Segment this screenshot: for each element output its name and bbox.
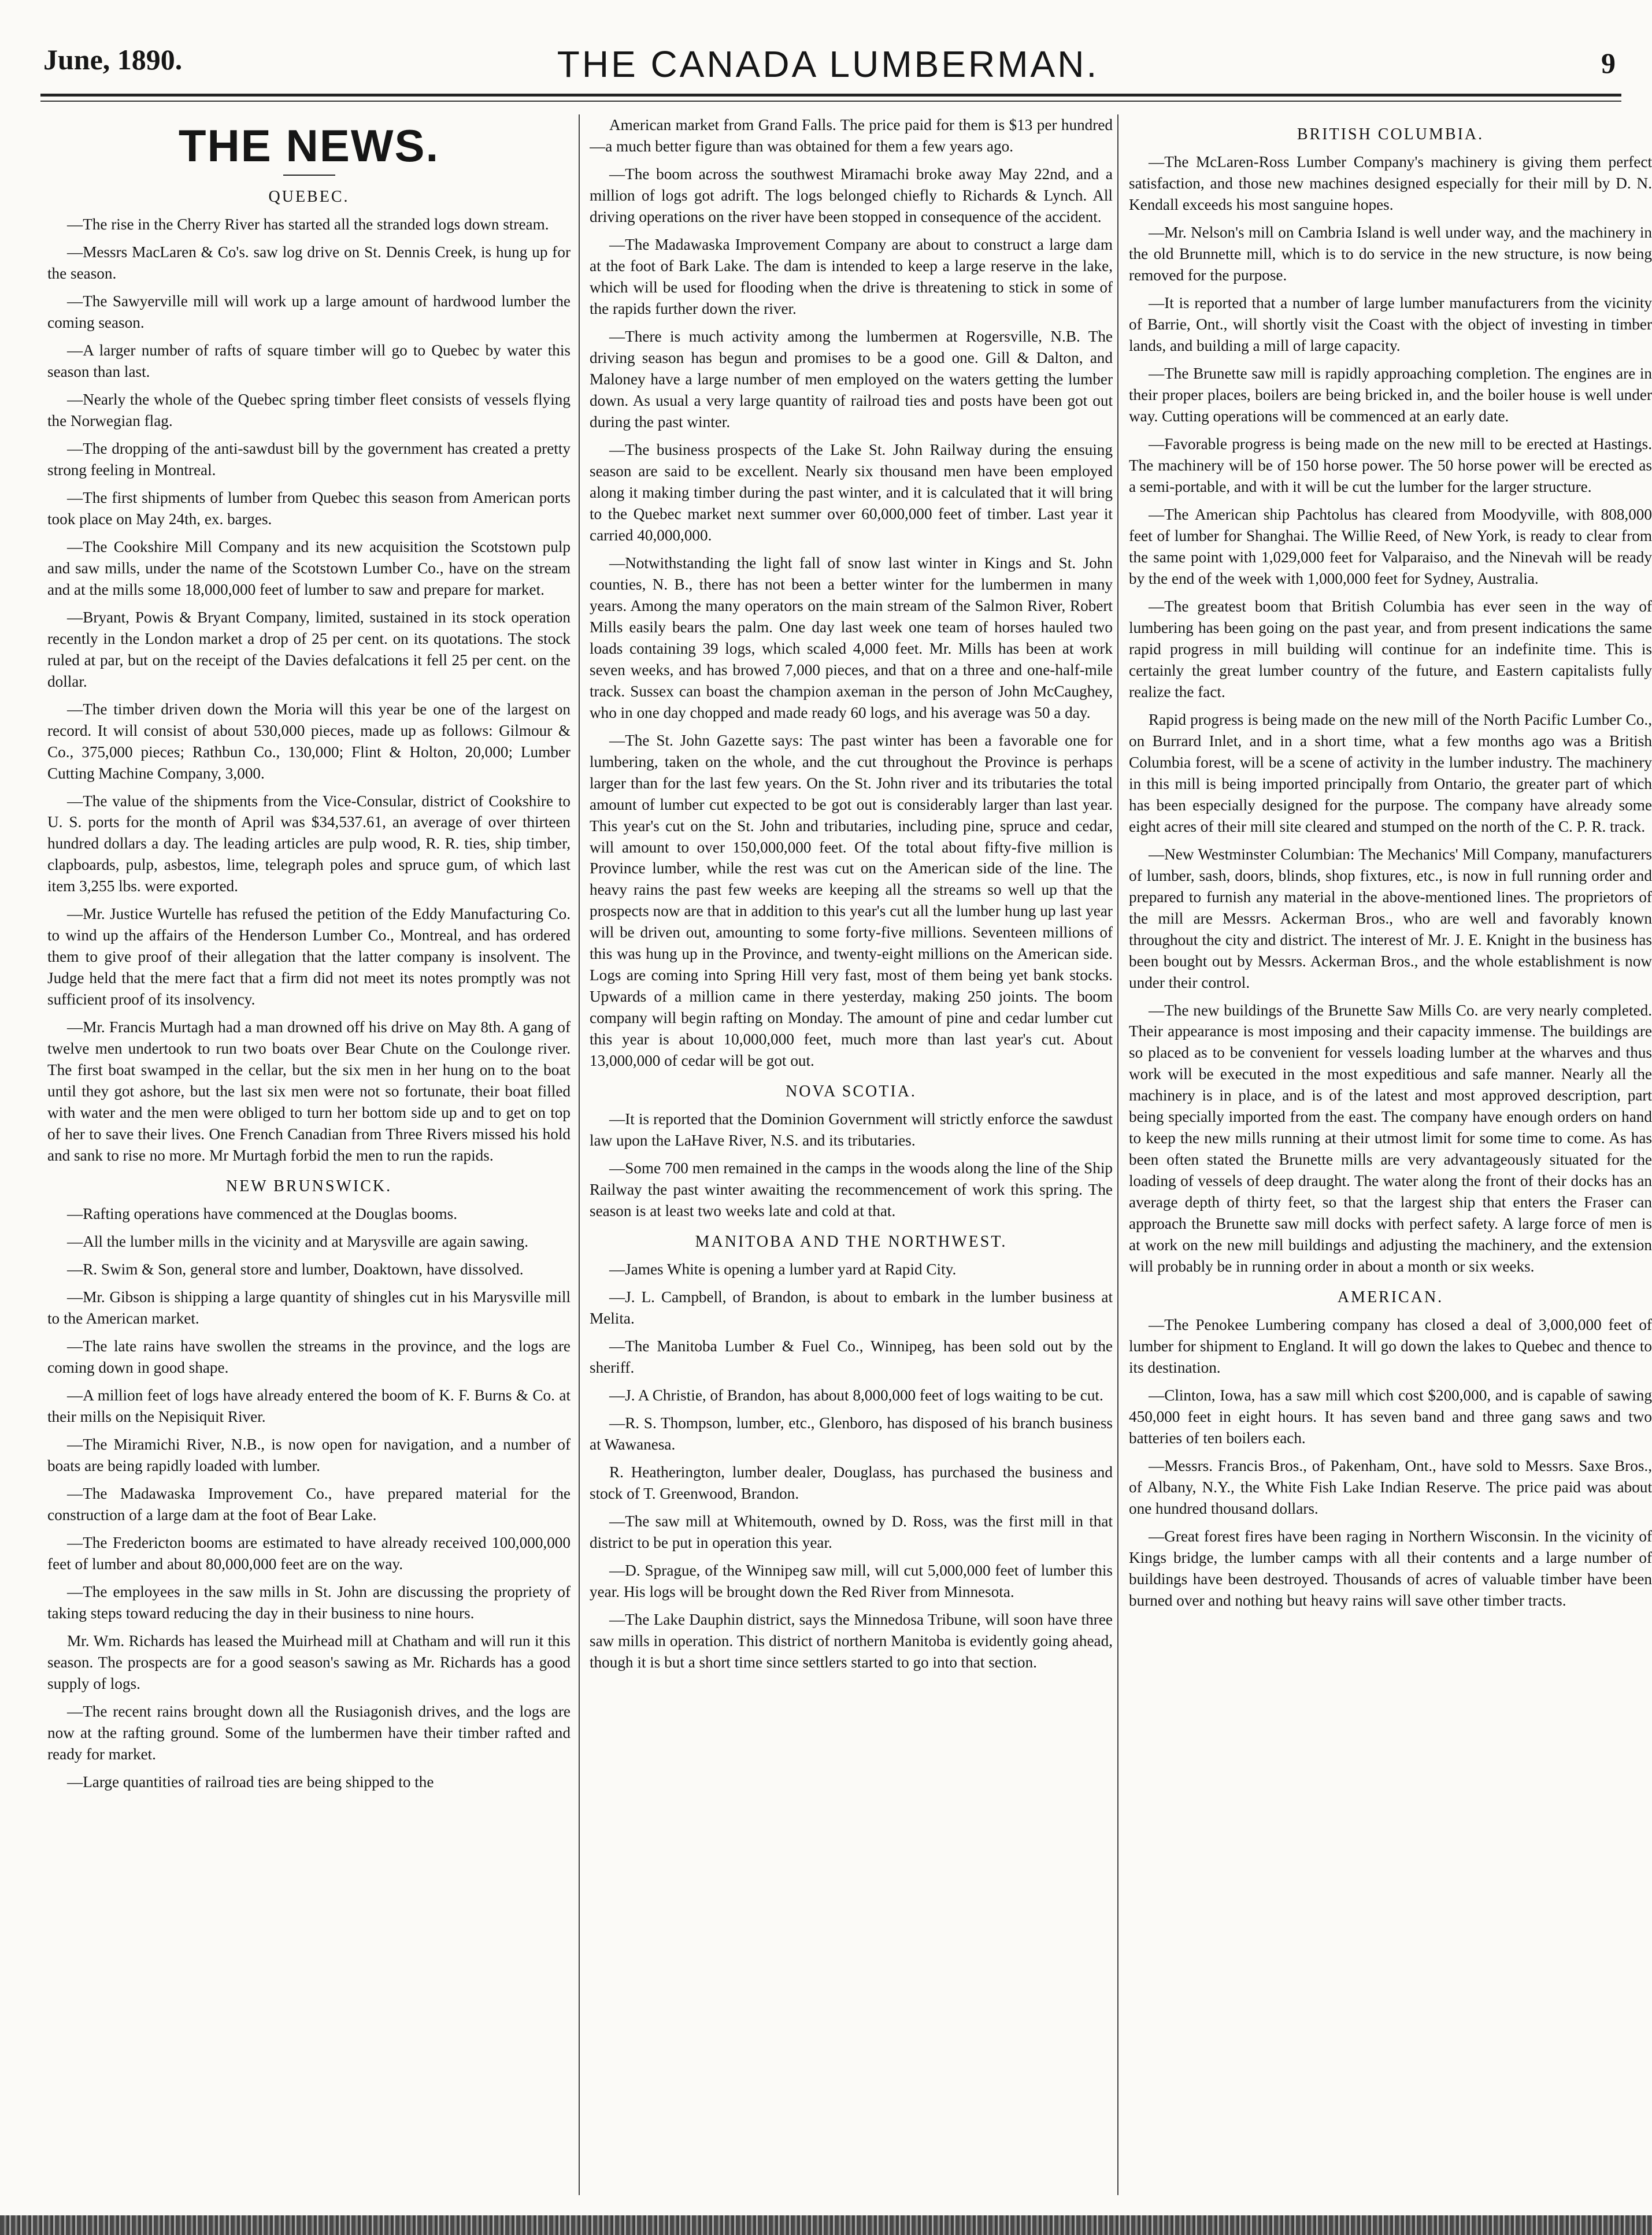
news-item: —Favorable progress is being made on the new mill to be erected at Hastings. The machinery will be of 150 horse power. The 50 horse power will be erected as a semi-portable, and with it will be cut the lumber for the larger structure. [1129,435,1652,495]
header-rule [40,94,1621,97]
section-heading: BRITISH COLUMBIA. [1297,125,1484,143]
column-right [1129,114,1652,2195]
news-item: American market from Grand Falls. The price paid for them is $13 per hundred—a much better figure than was obtained for them a few years ago. [590,116,1113,155]
news-item: —The value of the shipments from the Vice-Consular, district of Cookshire to U. S. ports for the month of April was $34,537.61, an average of over thirteen hundred dollars a day. The leading articles are pulp wood, R. R. ties, ship timber, clapboards, pulp, asbestos, lime, telegraph poles and spruce gum, of which last item 3,255 lbs. were exported. [47,792,571,895]
news-item: —The recent rains brought down all the Rusiagonish drives, and the logs are now at the rafting ground. Some of the lumbermen have their timber rafted and ready for market. [47,1703,571,1763]
section-heading: NEW BRUNSWICK. [225,1177,392,1196]
news-item: —The dropping of the anti-sawdust bill by the government has created a pretty strong feeling in Montreal. [47,439,571,479]
news-item: —Great forest fires have been raging in Northern Wisconsin. In the vicinity of Kings bridge, the lumber camps with all their contents and a large number of buildings have been destroyed. Thousands of acres of valuable timber have been burned over and nothing but heavy rains will save other timber tracts. [1129,1528,1652,1610]
news-item: —Mr. Francis Murtagh had a man drowned off his drive on May 8th. A gang of twelve men undertook to run two boats over Bear Chute on the Coulonge river. The first boat swamped in the cellar, but the six men in her hung on to the boat until they got ashore, but the last six men were not so fortunate, their boat filled with water and the men were obliged to turn her bottom side up and to get on top of her to save their lives. One French Canadian from Three Rivers missed his hold and sank to rise no more. Mr Murtagh forbid the men to run the rapids. [47,1018,571,1165]
section-heading: QUEBEC. [268,187,350,206]
news-item: —A larger number of rafts of square timber will go to Quebec by water this season than last. [47,341,571,380]
news-item: —Nearly the whole of the Quebec spring timber fleet consists of vessels flying the Norwegian flag. [47,390,571,429]
news-item: —R. Swim & Son, general store and lumber, Doaktown, have dissolved. [67,1261,524,1278]
news-item: —The Madawaska Improvement Co., have prepared material for the construction of a large dam at the foot of Bear Lake. [47,1485,571,1524]
news-item: —The Madawaska Improvement Company are about to construct a large dam at the foot of Bark Lake. The dam is intended to keep a large reserve in the lake, which will be used for flooding when the drive is threatening to stick in some of the rapids further down the river. [590,235,1113,317]
column-left [47,114,571,2195]
news-item: —The employees in the saw mills in St. John are discussing the propriety of taking steps toward reducing the day in their business to nine hours. [47,1583,571,1622]
section-heading: MANITOBA AND THE NORTHWEST. [695,1233,1008,1251]
title-rule [283,175,335,176]
news-item: —New Westminster Columbian: The Mechanics' Mill Company, manufacturers of lumber, sash, doors, blinds, shop fixtures, etc., is now in full running order and prepared to furnish any material in the above-mentioned lines. The proprietors of the mill are Messrs. Ackerman Bros., who are well and favorably known throughout the city and district. The interest of Mr. J. E. Knight in the business has been bought out by Messrs. Ackerman Bros., and the whole establishment is now under their control. [1129,845,1652,991]
news-item: —Bryant, Powis & Bryant Company, limited, sustained in its stock operation recently in the London market a drop of 25 per cent. on its quotations. The stock ruled at par, but on the receipt of the Davies defalcations it fell 25 per cent. on the dollar. [47,608,571,690]
news-item: —The new buildings of the Brunette Saw Mills Co. are very nearly completed. Their appearance is most imposing and their capacity immense. The buildings are so placed as to be convenient for vessels loading lumber at the wharves and thus work will be executed in the most expeditious and safe manner. Nearly all the machinery is in place, and is of the latest and most approved description, part being specially imported from the east. The company have enough orders on hand to keep the new mills running at their utmost limit for some time to come. As has been often stated the Brunette mills are very advantageously situated for the loading of vessels of deep draught. The water along the front of their docks has an average depth of thirty feet, so that the largest ship that enters the Fraser can approach the Brunette saw mill docks with perfect safety. A large force of men is at work on the new mill buildings and adjusting the machinery, and the extension will probably be in running order in about a month or six weeks. [1129,1001,1652,1276]
news-item: —The Sawyerville mill will work up a large amount of hardwood lumber the coming season. [47,292,571,331]
news-item: —The boom across the southwest Miramachi broke away May 22nd, and a million of logs got adrift. The logs belonged chiefly to Richards & Lynch. All driving operations on the river have been stopped in consequence of the accident. [590,165,1113,225]
news-item: —The Penokee Lumbering company has closed a deal of 3,000,000 feet of lumber for shipment to England. It will go down the lakes to Quebec and thence to its destination. [1129,1316,1652,1377]
news-item: —The McLaren-Ross Lumber Company's machinery is giving them perfect satisfaction, and those new machines designed especially for their mill by D. N. Kendall exceeds his most sanguine hopes. [1129,153,1652,214]
news-item: —The Cookshire Mill Company and its new acquisition the Scotstown pulp and saw mills, under the name of the Scotstown Lumber Co., have on the stream and at the mills some 18,000,000 feet of lumber to saw and prepare for market. [47,538,571,598]
scan-edge-bar [0,2215,1652,2235]
news-item: —The Miramichi River, N.B., is now open for navigation, and a number of boats are being rapidly loaded with lumber. [47,1436,571,1475]
news-item: —The Manitoba Lumber & Fuel Co., Winnipeg, has been sold out by the sheriff. [590,1337,1113,1377]
news-item: —The Lake Dauphin district, says the Minnedosa Tribune, will soon have three saw mills in operation. This district of northern Manitoba is evidently going ahead, though it is but a short time since settlers started to go into that section. [590,1611,1113,1671]
section-heading: AMERICAN. [1337,1288,1444,1307]
news-item: —The St. John Gazette says: The past winter has been a favorable one for lumbering, taken on the whole, and the cut throughout the Province is perhaps larger than for the last few years. On the St. John river and its tributaries the total amount of lumber cut expected to be got out is considerably larger than last year. This year's cut on the St. John and tributaries, including pine, spruce and cedar, will amount to over 150,000,000 feet. Of the total about fifty-five million is Province lumber, while the rest was cut on the American side of the line. The heavy rains the past few weeks are keeping all the streams so well up that the prospects now are that in addition to this year's cut all the lumber hung up last year will be driven out, amounting to some forty-five millions. Seventeen millions of this was hung up in the Province, and twenty-eight millions on the American side. Logs are coming into Spring Hill very fast, most of them being yet bank stocks. Upwards of a million came in there yesterday, making 250 joints. The boom company will begin rafting on Monday. The amount of pine and cedar lumber cut this year is about 10,000,000 feet, much more than last year's cut. About 13,000,000 of cedar will be got out. [590,731,1113,1070]
page-header [35,13,1621,111]
news-item: —The greatest boom that British Columbia has ever seen in the way of lumbering has been going on the past year, and from present indications the same rapid progress in mill building will continue for an indefinite time. This is certainly the great lumber country of the future, and Eastern capitalists fully realize the fact. [1129,597,1652,700]
news-item: —Mr. Justice Wurtelle has refused the petition of the Eddy Manufacturing Co. to wind up the affairs of the Henderson Lumber Co., Montreal, and has ordered them to give proof of their allegation that the latter company is insolvent. The Judge held that the mere fact that a firm did not meet its notes promptly was not sufficient proof of its insolvency. [47,905,571,1009]
news-item: —Mr. Nelson's mill on Cambria Island is well under way, and the machinery in the old Brunnette mill, which is to do service in the new structure, is now being removed for the purpose. [1129,224,1652,284]
news-item: —It is reported that a number of large lumber manufacturers from the vicinity of Barrie, Ont., will shortly visit the Coast with the object of investing in timber lands, and building a mill of large capacity. [1129,294,1652,354]
news-item: R. Heatherington, lumber dealer, Douglass, has purchased the business and stock of T. Greenwood, Brandon. [590,1463,1113,1503]
news-item: —Large quantities of railroad ties are being shipped to the [67,1773,434,1791]
news-item: —The American ship Pachtolus has cleared from Moodyville, with 808,000 feet of lumber for Shanghai. The Willie Reed, of New York, is ready to clear from the same point with 1,029,000 feet for Valparaiso, and the Ninevah will be ready by the end of the week with 1,000,000 feet for Sydney, Australia. [1129,505,1652,587]
news-item: —D. Sprague, of the Winnipeg saw mill, will cut 5,000,000 feet of lumber this year. His logs will be brought down the Red River from Minnesota. [590,1562,1113,1601]
news-item: —R. S. Thompson, lumber, etc., Glenboro, has disposed of his branch business at Wawanesa. [590,1414,1113,1454]
column-divider [1117,114,1118,2195]
issue-date: June, 1890. [43,43,183,76]
news-item: —Mr. Gibson is shipping a large quantity of shingles cut in his Marysville mill to the American market. [47,1288,571,1328]
news-item: —All the lumber mills in the vicinity and at Marysville are again sawing. [67,1233,529,1251]
news-item: —The rise in the Cherry River has started all the stranded logs down stream. [67,215,549,233]
news-item: —The first shipments of lumber from Quebec this season from American ports took place on May 24th, ex. barges. [47,488,571,528]
news-item: —J. A Christie, of Brandon, has about 8,000,000 feet of logs waiting to be cut. [609,1387,1103,1404]
news-item: —The timber driven down the Moria will this year be one of the largest on record. It will consist of about 530,000 pieces, made up as follows: Gilmour & Co., 375,000 pieces; Rathbun Co., 130,000; Flint & Holton, 20,000; Lumber Cutting Machine Company, 3,000. [47,700,571,782]
section-heading: NOVA SCOTIA. [786,1083,917,1101]
news-item: Mr. Wm. Richards has leased the Muirhead mill at Chatham and will run it this season. The prospects are for a good season's sawing as Mr. Richards has a good supply of logs. [47,1632,571,1693]
news-item: —The Brunette saw mill is rapidly approaching completion. The engines are in their proper places, boilers are being bricked in, and the boiler house is well under way. Cutting operations will be commenced at an early date. [1129,364,1652,425]
masthead-title: THE CANADA LUMBERMAN. [557,43,1099,85]
news-item: —A million feet of logs have already entered the boom of K. F. Burns & Co. at their mills on the Nepisiquit River. [47,1387,571,1426]
header-rule-thin [40,101,1621,102]
news-item: —James White is opening a lumber yard at Rapid City. [609,1261,957,1278]
news-item: —J. L. Campbell, of Brandon, is about to embark in the lumber business at Melita. [590,1288,1113,1328]
news-item: Rapid progress is being made on the new mill of the North Pacific Lumber Co., on Burrard Inlet, and in a short time, what a few months ago was a British Columbia forest, will be a scene of activity in the lumber industry. The machinery in this mill is being imported principally from Ontario, the greater part of which has been especially designed for the purpose. The company have already some eight acres of their mill site cleared and stumped on the north of the C. P. R. track. [1129,710,1652,835]
news-item: —The late rains have swollen the streams in the province, and the logs are coming down in good shape. [47,1337,571,1377]
news-item: —Notwithstanding the light fall of snow last winter in Kings and St. John counties, N. B., there has not been a better winter for the lumbermen in many years. Among the many operators on the main stream of the Salmon River, Robert Mills easily bears the palm. One day last week one team of horses hauled two loads containing 39 logs, which scaled 4,000 feet. Mr. Mills has been at work seven weeks, and has browed 7,000 pieces, and that on a three and one-half-mile track. Sussex can boast the champion axeman in the person of John McCaughey, who in one day chopped and made ready 60 logs, and his average was 50 a day. [590,554,1113,721]
news-item: —Rafting operations have commenced at the Douglas booms. [67,1205,457,1223]
news-item: —Clinton, Iowa, has a saw mill which cost $200,000, and is capable of sawing 450,000 feet in eight hours. It has seven band and three gang saws and two batteries of ten boilers each. [1129,1387,1652,1447]
news-title: THE NEWS. [178,120,440,171]
news-item: —The Fredericton booms are estimated to have already received 100,000,000 feet of lumber and about 80,000,000 feet are on the way. [47,1534,571,1573]
news-item: —It is reported that the Dominion Government will strictly enforce the sawdust law upon the LaHave River, N.S. and its tributaries. [590,1110,1113,1150]
news-item: —The business prospects of the Lake St. John Railway during the ensuing season are said to be excellent. Nearly six thousand men have been employed along it making timber during the past winter, and it is calculated that it will bring to the Quebec market next summer over 60,000,000 feet of timber. Last year it carried 40,000,000. [590,440,1113,544]
column-middle [590,114,1113,2195]
page-number: 9 [1601,47,1616,79]
news-item: —Some 700 men remained in the camps in the woods along the line of the Ship Railway the past winter awaiting the recommencement of work this spring. The season is at least two weeks late and cold at that. [590,1159,1113,1220]
news-item: —There is much activity among the lumbermen at Rogersville, N.B. The driving season has begun and promises to be a good one. Gill & Dalton, and Maloney have a large number of men employed on the waters getting the lumber down. As usual a very large quantity of railroad ties and posts have been got out during the past winter. [590,327,1113,431]
news-item: —The saw mill at Whitemouth, owned by D. Ross, was the first mill in that district to be put in operation this year. [590,1513,1113,1552]
news-item: —Messrs. Francis Bros., of Pakenham, Ont., have sold to Messrs. Saxe Bros., of Albany, N.Y., the White Fish Lake Indian Reserve. The price paid was about one hundred thousand dollars. [1129,1457,1652,1518]
news-item: —Messrs MacLaren & Co's. saw log drive on St. Dennis Creek, is hung up for the season. [47,243,571,282]
column-divider [579,114,580,2195]
